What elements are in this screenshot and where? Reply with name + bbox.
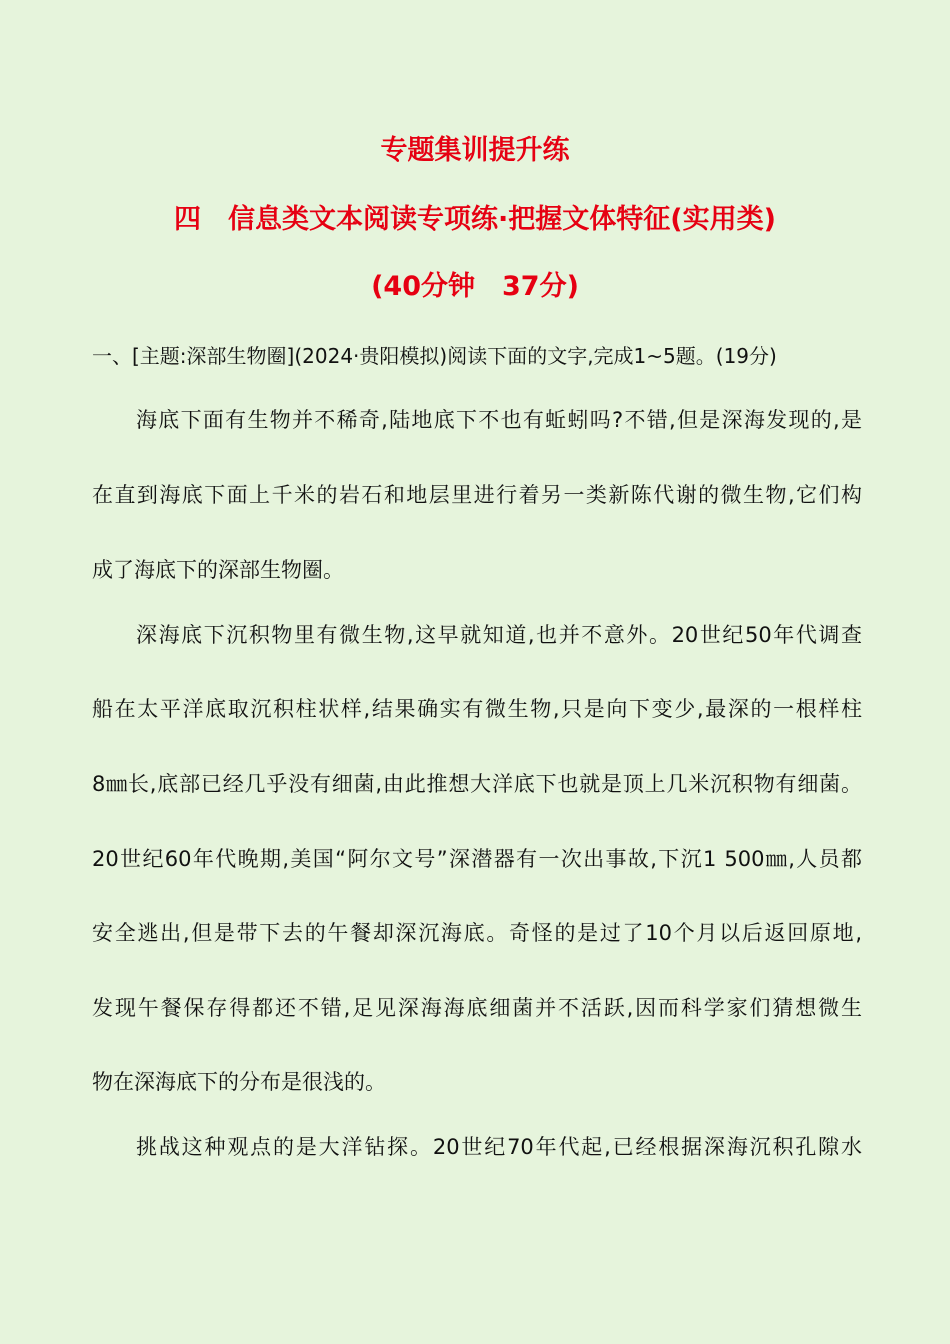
passage-line: 在直到海底下面上千米的岩石和地层里进行着另一类新陈代谢的微生物,它们构 [92, 483, 862, 507]
passage-line: 挑战这种观点的是大洋钻探。20世纪70年代起,已经根据深海沉积孔隙水 [136, 1135, 862, 1159]
passage-line: 20世纪60年代晚期,美国“阿尔文号”深潜器有一次出事故,下沉1 500㎜,人员都 [92, 847, 862, 871]
passage-line: 深海底下沉积物里有微生物,这早就知道,也并不意外。20世纪50年代调查 [136, 623, 862, 647]
section-title: 四 信息类文本阅读专项练·把握文体特征(实用类) [174, 204, 776, 235]
passage-line: 8㎜长,底部已经几乎没有细菌,由此推想大洋底下也就是顶上几米沉积物有细菌。 [92, 772, 862, 796]
question-heading: 一、[主题:深部生物圈](2024·贵阳模拟)阅读下面的文字,完成1~5题。(19分) [92, 344, 777, 368]
passage-line: 船在太平洋底取沉积柱状样,结果确实有微生物,只是向下变少,最深的一根样柱 [92, 697, 862, 721]
passage-line: 物在深海底下的分布是很浅的。 [92, 1070, 386, 1094]
series-title: 专题集训提升练 [380, 135, 570, 166]
passage-line: 安全逃出,但是带下去的午餐却深沉海底。奇怪的是过了10个月以后返回原地, [92, 921, 862, 945]
passage-line: 发现午餐保存得都还不错,足见深海海底细菌并不活跃,因而科学家们猜想微生 [92, 996, 862, 1020]
passage-line: 成了海底下的深部生物圈。 [92, 558, 344, 582]
time-score-label: (40分钟 37分) [371, 271, 579, 302]
passage-line: 海底下面有生物并不稀奇,陆地底下不也有蚯蚓吗?不错,但是深海发现的,是 [136, 408, 862, 432]
